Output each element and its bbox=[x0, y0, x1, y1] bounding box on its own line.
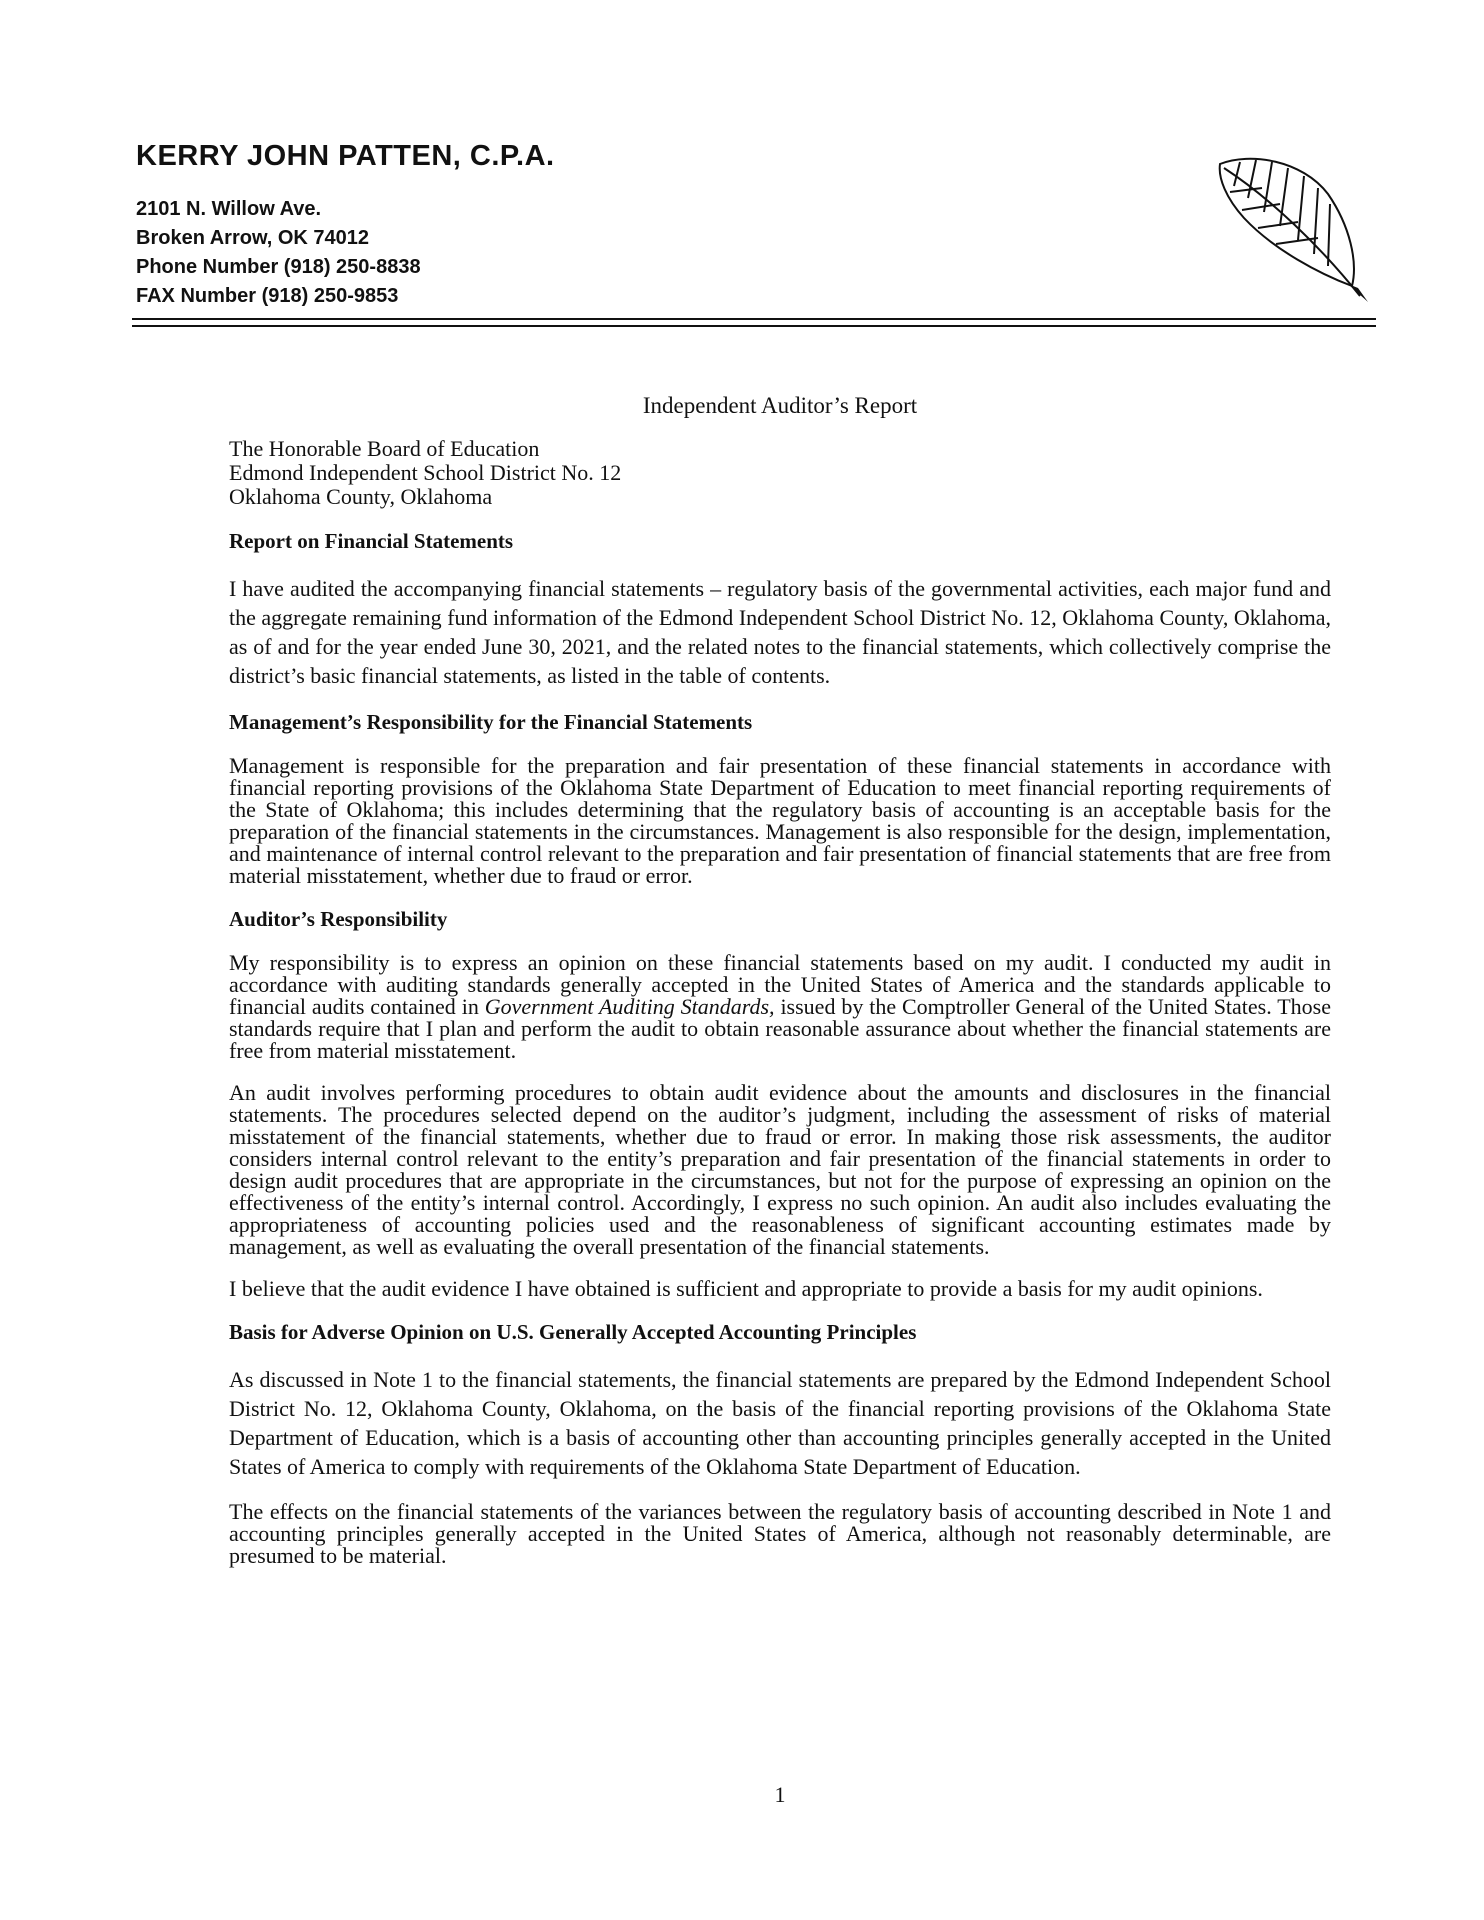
paragraph: Management is responsible for the preparation and fair presentation of these financial statements in accordance with financial reporting provisions of the Oklahoma State Department of Education to meet financial reporting requirements of the State of Oklahoma; this includes determining that the regulatory basis of accounting is an acceptable basis for the preparation of the financial statements in the circumstances. Management is also responsible for the design, implementation, and maintenance of internal control relevant to the preparation and fair presentation of financial statements that are free from material misstatement, whether due to fraud or error. bbox=[229, 753, 1331, 888]
paragraph bbox=[229, 952, 1331, 1062]
italic-title: Government Auditing Standards, bbox=[484, 994, 775, 1019]
section-heading-financial-statements: Report on Financial Statements bbox=[229, 529, 514, 553]
section-heading-basis-adverse-opinion: Basis for Adverse Opinion on U.S. Generally Accepted Accounting Principles bbox=[229, 1320, 917, 1344]
paragraph: As discussed in Note 1 to the financial statements, the financial statements are prepared by the Edmond Independent School District No. 12, Oklahoma County, Oklahoma, on the basis of the financial reporting provisions of the Oklahoma State Department of Education, which is a basis of accounting other than accounting principles generally accepted in the United States of America to comply with requirements of the Oklahoma State Department of Education. bbox=[229, 1367, 1331, 1479]
letterhead-rule-bottom bbox=[132, 325, 1376, 327]
paragraph: I believe that the audit evidence I have obtained is sufficient and appropriate to provide a basis for my audit opinions. bbox=[229, 1276, 1263, 1301]
report-body bbox=[229, 437, 1331, 1587]
addressee-line: The Honorable Board of Education bbox=[229, 436, 540, 461]
fax-line: FAX Number (918) 250-9853 bbox=[136, 285, 399, 307]
quill-feather-icon bbox=[1210, 146, 1370, 306]
paragraph: An audit involves performing procedures to obtain audit evidence about the amounts and disclosures in the financial statements. The procedures selected depend on the auditor’s judgment, including the assessment of risks of material misstatement of the financial statements, whether due to fraud or error. In making those risk assessments, the auditor considers internal control relevant to the entity’s preparation and fair presentation of the financial statements in order to design audit procedures that are appropriate in the circumstances, but not for the purpose of expressing an opinion on the effectiveness of the entity’s internal control. Accordingly, I express no such opinion. An audit also includes evaluating the appropriateness of accounting policies used and the reasonableness of significant accounting estimates made by management, as well as evaluating the overall presentation of the financial statements. bbox=[229, 1080, 1331, 1259]
addressee-block bbox=[229, 437, 1331, 509]
firm-name: KERRY JOHN PATTEN, C.P.A. bbox=[136, 140, 555, 172]
section-heading-management: Management’s Responsibility for the Financial Statements bbox=[229, 710, 753, 734]
section-heading-auditor: Auditor’s Responsibility bbox=[229, 907, 448, 931]
addressee-line: Oklahoma County, Oklahoma bbox=[229, 484, 493, 509]
city-line: Broken Arrow, OK 74012 bbox=[136, 227, 370, 249]
text-run: issued by the Comptroller General of the United States. Those standards require that I plan and perform the audit to obtain reasonable assurance about whether the financial statements are free from material misstatement. bbox=[229, 994, 1331, 1063]
phone-line: Phone Number (918) 250-8838 bbox=[136, 256, 421, 278]
addressee-line: Edmond Independent School District No. 12 bbox=[229, 460, 622, 485]
text-run: My responsibility is to express an opinion on these financial statements based on my audit. I conducted my audit in accordance with auditing standards generally accepted in the United States of America and the standards applicable to financial audits contained in bbox=[229, 950, 1331, 1019]
page-number: 1 bbox=[774, 1782, 786, 1807]
report-title: Independent Auditor’s Report bbox=[642, 393, 918, 418]
address-line: 2101 N. Willow Ave. bbox=[136, 198, 322, 220]
letterhead bbox=[136, 140, 1376, 311]
paragraph: The effects on the financial statements of the variances between the regulatory basis of accounting described in Note 1 and accounting principles generally accepted in the United States of America, although not reasonably determinable, are presumed to be material. bbox=[229, 1499, 1331, 1568]
firm-address bbox=[136, 195, 1376, 311]
paragraph: I have audited the accompanying financial statements – regulatory basis of the governmental activities, each major fund and the aggregate remaining fund information of the Edmond Independent School District No. 12, Oklahoma County, Oklahoma, as of and for the year ended June 30, 2021, and the related notes to the financial statements, which collectively comprise the district’s basic financial statements, as listed in the table of contents. bbox=[229, 576, 1331, 688]
letterhead-rule-top bbox=[132, 318, 1376, 320]
